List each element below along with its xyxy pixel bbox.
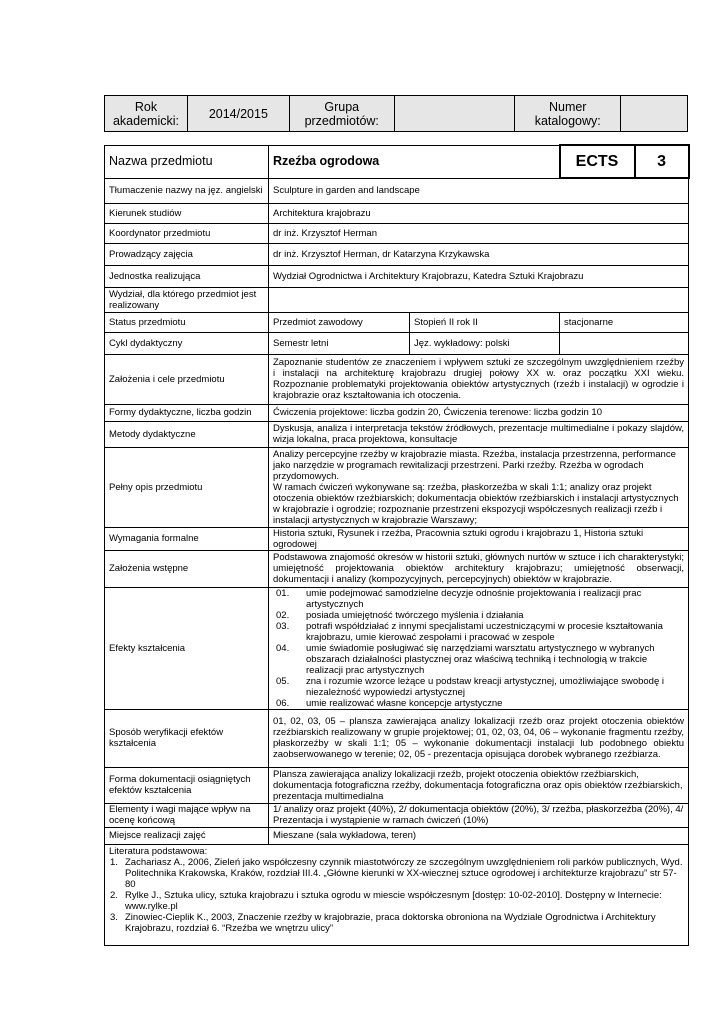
unit-label: Jednostka realizująca <box>105 265 269 287</box>
literature-item <box>109 912 684 934</box>
academic-year-value: 2014/2015 <box>187 96 289 132</box>
outcome-item <box>273 643 684 676</box>
forms-label: Formy dydaktyczne, liczba godzin <box>105 404 269 421</box>
goals-value: Zapoznanie studentów ze znaczeniem i wpływem sztuki ze szczególnym uwzględnieniem rzeźby i instalacji na architekturę krajobrazu drugiej połowy XX w. oraz początku XXI wieku. Rozpoznanie problematyki projektowania obiektów artystycznych (rzeźb i instalacji) w ogrodzie i krajobrazie oraz kształtowania ich otoczenia. <box>269 354 689 404</box>
literature-text: Zachariasz A., 2006, Zieleń jako współczesny czynnik miastotwórczy ze szczególnym uwzględnieniem roli parków publicznych, Wyd. Politechnika Krakowska, Kraków, rozdział III.4. „Główne kierunki w XX-wiecznej sztuce ogrodowej i architekturze krajobrazu” str 57-80 <box>125 856 683 890</box>
literature-item <box>109 890 684 912</box>
outcome-number: 06. <box>276 697 290 709</box>
outcome-text: posiada umiejętność twórczego myślenia i działania <box>306 609 524 621</box>
place-label: Miejsce realizacji zajęć <box>105 827 269 844</box>
teachers-value: dr inż. Krzysztof Herman, dr Katarzyna Krzykawska <box>269 243 689 265</box>
study-mode-value: stacjonarne <box>560 312 689 332</box>
coordinator-value: dr inż. Krzysztof Herman <box>269 223 689 243</box>
faculty-label: Wydział, dla którego przedmiot jest realizowany <box>105 287 269 312</box>
academic-year-label: Rok akademicki: <box>105 96 188 132</box>
header-table <box>104 95 688 132</box>
outcomes-value <box>269 587 689 709</box>
literature-list <box>109 857 684 934</box>
degree-value: Stopień II rok II <box>410 312 560 332</box>
field-of-study-label: Kierunek studiów <box>105 203 269 223</box>
catalog-number-value <box>621 96 688 132</box>
status-label: Status przedmiotu <box>105 312 269 332</box>
methods-value: Dyskusja, analiza i interpretacja tekstów źródłowych, prezentacje multimedialne i pokazy slajdów, wizja lokalna, praca projektowa, konsultacje <box>269 421 689 447</box>
place-value: Mieszane (sala wykładowa, teren) <box>269 827 689 844</box>
catalog-number-label: Numer katalogowy: <box>515 96 621 132</box>
teachers-label: Prowadzący zajęcia <box>105 243 269 265</box>
outcome-text: zna i rozumie wzorce leżące u podstaw kreacji artystycznej, umożliwiające swobodę i niezależność wypowiedzi artystycznej <box>306 675 664 698</box>
outcome-text: umie świadomie posługiwać się narzędziami warsztatu artystycznego w wybranych obszarach działalności plastycznej oraz właściwą techniką i technologią w trakcie realizacji prac artystycznych <box>306 642 655 676</box>
literature-cell <box>105 844 689 945</box>
subject-group-label: Grupa przedmiotów: <box>289 96 394 132</box>
literature-text: Zinowiec-Cieplik K., 2003, Znaczenie rzeźby w krajobrazie, praca doktorska obroniona na Wydziale Ogrodnictwa i Architektury Krajobrazu, rozdział 6. “Rzeźba we wnętrzu ulicy” <box>125 911 656 934</box>
faculty-value <box>269 287 689 312</box>
verification-label: Sposób weryfikacji efektów kształcenia <box>105 709 269 767</box>
requirements-label: Wymagania formalne <box>105 527 269 550</box>
course-table <box>104 144 690 946</box>
description-paragraph: W ramach ćwiczeń wykonywane są: rzeźba, płaskorzeźba w skali 1:1; analizy oraz projekt otoczenia obiektów rzeźbiarskich; dokumentacja obiektów rzeźbiarskich i instalacji artystycznych w krajobrazie i ogrodzie; rozpoznanie przestrzeni ekspozycji współczesnych realizacji rzeźb i instalacji artystycznych w krajobrazie Warszawy; <box>273 481 679 526</box>
outcome-number: 02. <box>276 609 290 621</box>
literature-number: 2. <box>110 889 118 901</box>
outcomes-label: Efekty kształcenia <box>105 587 269 709</box>
empty-cell <box>560 332 689 354</box>
outcome-number: 04. <box>276 642 290 654</box>
literature-number: 3. <box>110 911 118 923</box>
outcome-item <box>273 621 684 643</box>
prerequisites-label: Założenia wstępne <box>105 550 269 587</box>
documentation-value: Plansza zawierająca analizy lokalizacji rzeźb, projekt otoczenia obiektów rzeźbiarskich, dokumentacja fotograficzna rzeźby, dokumentacja fotograficzna oraz opis obiektów rzeźbiarskich, prezentacja multimedialna <box>269 767 689 803</box>
subject-group-value <box>394 96 515 132</box>
literature-number: 1. <box>110 856 118 868</box>
outcome-text: umie realizować własne koncepcje artystyczne <box>306 697 503 709</box>
prerequisites-value: Podstawowa znajomość okresów w historii sztuki, głównych nurtów w sztuce i ich charakterystyki; umiejętność projektowania obiektów architektury krajobrazu; umiejętność obserwacji, dokumentacji i analizy (kompozycyjnych, percepcyjnych) obiektów w krajobrazie. <box>269 550 689 587</box>
outcome-text: umie podejmować samodzielne decyzje odnośnie projektowania i realizacji prac artystycznych <box>306 587 642 610</box>
literature-text: Rylke J., Sztuka ulicy, sztuka krajobrazu i sztuka ogrodu w miescie współczesnym [dostęp: 10-02-2010]. Dostępny w Internecie: www.rylke.pl <box>125 889 662 912</box>
outcome-number: 05. <box>276 675 290 687</box>
literature-heading: Literatura podstawowa: <box>109 845 208 857</box>
outcome-item <box>273 698 684 709</box>
cycle-value: Semestr letni <box>269 332 410 354</box>
literature-item <box>109 857 684 890</box>
language-value: Jęz. wykładowy: polski <box>410 332 560 354</box>
course-name-label: Nazwa przedmiotu <box>105 145 269 178</box>
outcome-number: 01. <box>276 587 290 599</box>
outcome-number: 03. <box>276 620 290 632</box>
cycle-label: Cykl dydaktyczny <box>105 332 269 354</box>
verification-value: 01, 02, 03, 05 – plansza zawierająca analizy lokalizacji rzeźb oraz projekt otoczenia obiektów rzeźbiarskich realizowany w grupie projektowej; 01, 02, 03, 04, 06 – wykonanie fragmentu rzeźby, płaskorzeźby w skali 1:1; 05 – wykonanie dokumentacji instalacji lub podobnego obiektu zaobserwowanego w terenie; 02, 05 - prezentacja opisująca dorobek wybranego rzeźbiarza. <box>269 709 689 767</box>
outcome-item <box>273 610 684 621</box>
requirements-value: Historia sztuki, Rysunek i rzeźba, Pracownia sztuki ogrodu i krajobrazu 1, Historia sztuki ogrodowej <box>269 527 689 550</box>
course-name-value: Rzeźba ogrodowa <box>269 145 560 178</box>
coordinator-label: Koordynator przedmiotu <box>105 223 269 243</box>
forms-value: Ćwiczenia projektowe: liczba godzin 20, Ćwiczenia terenowe: liczba godzin 10 <box>269 404 689 421</box>
translation-value: Sculpture in garden and landscape <box>269 178 689 203</box>
description-paragraph: Analizy percepcyjne rzeźby w krajobrazie miasta. Rzeźba, instalacja przestrzenna, performance jako narzędzie w programach rewitalizacji przestrzeni. Parki rzeźby. Rzeźba w ogrodach przydomowych. <box>273 448 676 482</box>
ects-label: ECTS <box>560 145 635 178</box>
status-value: Przedmiot zawodowy <box>269 312 410 332</box>
field-of-study-value: Architektura krajobrazu <box>269 203 689 223</box>
outcome-item <box>273 588 684 610</box>
description-label: Pełny opis przedmiotu <box>105 447 269 527</box>
outcomes-list <box>273 588 684 709</box>
unit-value: Wydział Ogrodnictwa i Architektury Krajobrazu, Katedra Sztuki Krajobrazu <box>269 265 689 287</box>
ects-value: 3 <box>635 145 689 178</box>
weights-value: 1/ analizy oraz projekt (40%), 2/ dokumentacja obiektów (20%), 3/ rzeźba, płaskorzeźba (20%), 4/ Prezentacja i wystąpienie w ramach ćwiczeń (10%) <box>269 803 689 827</box>
documentation-label: Forma dokumentacji osiągniętych efektów kształcenia <box>105 767 269 803</box>
translation-label: Tłumaczenie nazwy na jęz. angielski <box>105 178 269 203</box>
goals-label: Założenia i cele przedmiotu <box>105 354 269 404</box>
outcome-text: potrafi współdziałać z innymi specjalistami uczestniczącymi w procesie kształtowania krajobrazu, umie kierować zespołami i pracować w zespole <box>306 620 663 643</box>
outcome-item <box>273 676 684 698</box>
methods-label: Metody dydaktyczne <box>105 421 269 447</box>
description-value <box>269 447 689 527</box>
weights-label: Elementy i wagi mające wpływ na ocenę końcową <box>105 803 269 827</box>
